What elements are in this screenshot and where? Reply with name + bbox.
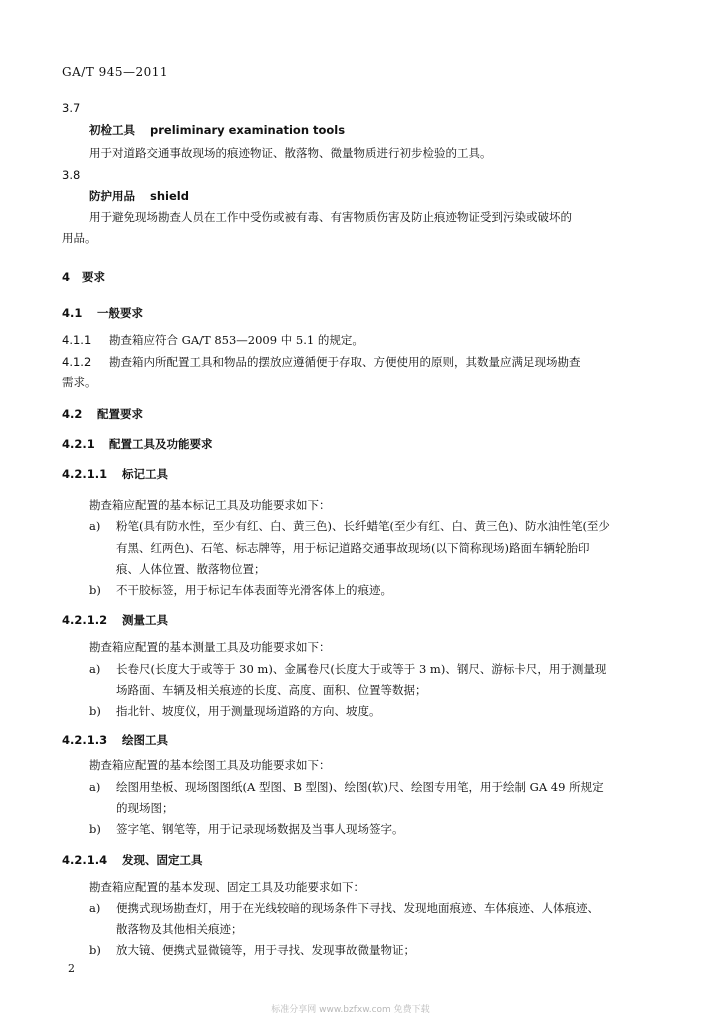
section-number: 4 [62, 270, 71, 284]
list-label: b) [89, 822, 101, 836]
definition: 用于避免现场勘查人员在工作中受伤或被有毒、有害物质伤害及防止痕迹物证受到污染或破坏的 [89, 210, 572, 224]
list-label: a) [89, 519, 101, 533]
list-item-cont: 痕、人体位置、散落物位置； [116, 562, 266, 576]
definition: 用于对道路交通事故现场的痕迹物证、散落物、微量物质进行初步检验的工具。 [89, 146, 492, 160]
list-item: 绘图用垫板、现场图图纸(A 型图、B 型图)、绘图(软)尺、绘图专用笔，用于绘制 GA 49 所规定 [116, 780, 604, 794]
clause-title: 配置工具及功能要求 [109, 437, 213, 451]
clause-title: 标记工具 [122, 467, 168, 481]
clause-number: 3.8 [62, 168, 81, 182]
clause-title: 测量工具 [122, 613, 168, 627]
page-number: 2 [68, 962, 75, 975]
clause-number: 4.2.1.1 [62, 467, 108, 481]
clause-number: 4.2 [62, 407, 83, 421]
list-item: 便携式现场勘查灯，用于在光线较暗的现场条件下寻找、发现地面痕迹、车体痕迹、人体痕迹、 [116, 901, 599, 915]
list-item-cont: 有黑、红两色)、石笔、标志牌等，用于标记道路交通事故现场(以下简称现场)路面车辆轮胎印 [116, 541, 590, 555]
list-label: b) [89, 583, 101, 597]
list-item: 放大镜、便携式显微镜等，用于寻找、发现事故微量物证； [116, 943, 415, 957]
clause-number: 4.2.1.2 [62, 613, 108, 627]
clause-title: 发现、固定工具 [122, 853, 203, 867]
list-item-cont: 场路面、车辆及相关痕迹的长度、高度、面积、位置等数据； [116, 683, 427, 697]
clause-text-cont: 需求。 [62, 375, 97, 389]
standard-header: GA/T 945—2011 [62, 65, 169, 79]
clause-title: 一般要求 [97, 306, 143, 320]
clause-number: 4.1.2 [62, 355, 92, 369]
definition-cont: 用品。 [62, 231, 97, 245]
list-label: a) [89, 662, 101, 676]
term-en: shield [150, 189, 189, 203]
list-label: b) [89, 943, 101, 957]
section-title: 要求 [82, 270, 105, 284]
list-item: 指北针、坡度仪，用于测量现场道路的方向、坡度。 [116, 704, 381, 718]
list-intro: 勘查箱应配置的基本发现、固定工具及功能要求如下： [89, 880, 365, 894]
clause-title: 配置要求 [97, 407, 143, 421]
term-en: preliminary examination tools [150, 123, 346, 137]
term-cn: 防护用品 [89, 189, 135, 203]
list-item: 签字笔、钢笔等，用于记录现场数据及当事人现场签字。 [116, 822, 404, 836]
clause-number: 4.2.1.4 [62, 853, 108, 867]
clause-number: 4.2.1 [62, 437, 95, 451]
list-item: 长卷尺(长度大于或等于 30 m)、金属卷尺(长度大于或等于 3 m)、钢尺、游标卡尺，用于测量现 [116, 662, 607, 676]
clause-number: 4.1.1 [62, 333, 92, 347]
list-label: a) [89, 901, 101, 915]
list-item-cont: 的现场图； [116, 801, 174, 815]
term-cn: 初检工具 [89, 123, 135, 137]
clause-number: 4.2.1.3 [62, 733, 108, 747]
list-intro: 勘查箱应配置的基本标记工具及功能要求如下： [89, 498, 331, 512]
clause-title: 绘图工具 [122, 733, 168, 747]
list-item: 粉笔(具有防水性，至少有红、白、黄三色)、长纤蜡笔(至少有红、白、黄三色)、防水油性笔(至少 [116, 519, 610, 533]
clause-text: 勘查箱应符合 GA/T 853—2009 中 5.1 的规定。 [109, 333, 364, 347]
watermark: 标准分享网 www.bzfxw.com 免费下载 [271, 1005, 430, 1015]
list-label: b) [89, 704, 101, 718]
clause-text: 勘查箱内所配置工具和物品的摆放应遵循便于存取、方便使用的原则，其数量应满足现场勘查 [109, 355, 581, 369]
list-item-cont: 散落物及其他相关痕迹； [116, 922, 243, 936]
list-label: a) [89, 780, 101, 794]
list-intro: 勘查箱应配置的基本测量工具及功能要求如下： [89, 640, 331, 654]
list-item: 不干胶标签，用于标记车体表面等光滑客体上的痕迹。 [116, 583, 392, 597]
clause-number: 3.7 [62, 101, 81, 115]
clause-number: 4.1 [62, 306, 83, 320]
list-intro: 勘查箱应配置的基本绘图工具及功能要求如下： [89, 758, 331, 772]
